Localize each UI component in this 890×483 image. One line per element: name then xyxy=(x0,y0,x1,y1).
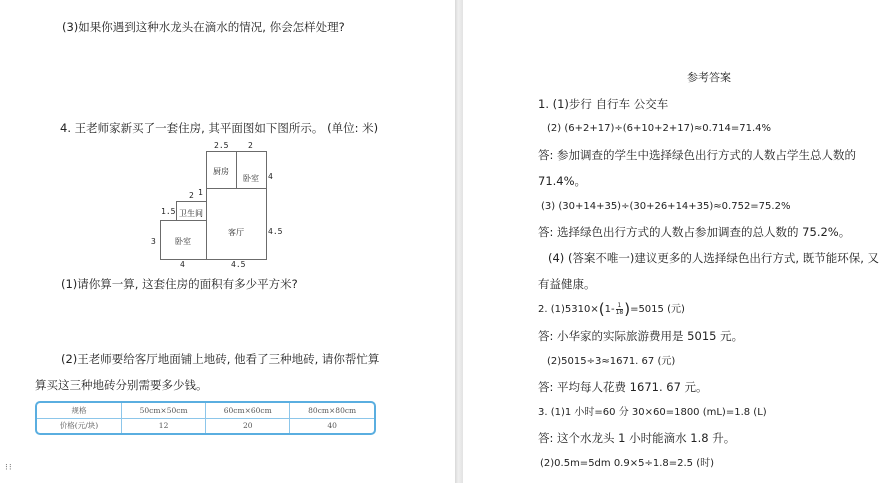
dim-top-left: 2.5 xyxy=(214,141,229,150)
table-row xyxy=(37,418,374,433)
question-4-2-line2: 算买这三种地砖分别需要多少钱。 xyxy=(35,378,208,392)
answer-line: 有益健康。 xyxy=(538,277,596,291)
answer-title: 参考答案 xyxy=(687,71,731,84)
table-header-cell: 60cm×60cm xyxy=(206,403,290,418)
dim-right-upper: 4 xyxy=(268,172,273,181)
fraction-denominator: 18 xyxy=(615,308,624,316)
answer-line: (4) (答案不唯一)建议更多的人选择绿色出行方式, 既节能环保, 又 xyxy=(548,251,880,265)
table-header-cell: 规格 xyxy=(37,403,122,418)
answer-line: 答: 这个水龙头 1 小时能滴水 1.8 升。 xyxy=(538,431,736,445)
fraction-numerator: 1 xyxy=(617,301,622,309)
dim-bottom-right: 4.5 xyxy=(231,260,246,269)
question-4-2-line1: (2)王老师要给客厅地面铺上地砖, 他看了三种地砖, 请你帮忙算 xyxy=(61,352,380,366)
table-cell: 12 xyxy=(122,418,206,433)
price-table xyxy=(35,401,376,435)
question-4-title: 4. 王老师家新买了一套住房, 其平面图如下图所示。 (单位: 米) xyxy=(60,121,379,135)
question-3-text: (3)如果你遇到这种水龙头在滴水的情况, 你会怎样处理? xyxy=(62,20,345,34)
bedroom-right-label: 卧室 xyxy=(243,174,259,183)
right-page xyxy=(463,0,890,483)
dim-living-height: 4.5 xyxy=(268,227,283,236)
dim-bottom-left: 4 xyxy=(180,260,185,269)
answer-line: 71.4%。 xyxy=(538,174,587,188)
table-cell: 40 xyxy=(290,418,374,433)
page-gutter xyxy=(455,0,463,483)
dim-wall-1: 1 xyxy=(198,188,203,197)
dim-bedroom-left-height: 3 xyxy=(151,237,156,246)
fraction-inner: 1- xyxy=(604,304,615,315)
table-cell: 价格(元/块) xyxy=(37,418,122,433)
answer-line-fraction: 2. (1)5310×(1- $\frac{1}{18}$ )=5015 (元) xyxy=(538,300,685,318)
table-row xyxy=(37,403,374,418)
question-4-1: (1)请你算一算, 这套住房的面积有多少平方米? xyxy=(61,277,298,291)
dim-bath-height: 1.5 xyxy=(161,207,176,216)
fraction-prefix: 2. (1)5310× xyxy=(538,304,599,315)
drag-handle-icon[interactable]: ⁝⁝ xyxy=(5,463,13,473)
answer-line: 3. (1)1 小时=60 分 30×60=1800 (mL)=1.8 (L) xyxy=(538,407,767,418)
dim-wall-2: 2 xyxy=(189,191,194,200)
living-room-label: 客厅 xyxy=(228,228,244,237)
answer-line: (2)5015÷3≈1671. 67 (元) xyxy=(547,356,676,367)
answer-line: (2)0.5m=5dm 0.9×5÷1.8=2.5 (时) xyxy=(540,458,715,469)
fraction-suffix: =5015 (元) xyxy=(630,304,685,315)
bedroom-left-label: 卧室 xyxy=(175,237,191,246)
answer-line: 答: 小华家的实际旅游费用是 5015 元。 xyxy=(538,329,744,343)
table-cell: 20 xyxy=(206,418,290,433)
answer-line: 1. (1)步行 自行车 公交车 xyxy=(538,97,669,111)
kitchen-label: 厨房 xyxy=(213,167,229,176)
living-room xyxy=(206,188,267,260)
answer-line: (3) (30+14+35)÷(30+26+14+35)≈0.752=75.2% xyxy=(541,201,791,212)
table-header-cell: 50cm×50cm xyxy=(122,403,206,418)
answer-line: 答: 参加调查的学生中选择绿色出行方式的人数占学生总人数的 xyxy=(538,148,857,162)
bathroom-label: 卫生间 xyxy=(179,209,203,218)
table-header-cell: 80cm×80cm xyxy=(290,403,374,418)
dim-top-right: 2 xyxy=(248,141,253,150)
fraction xyxy=(616,303,624,316)
answer-line: 答: 平均每人花费 1671. 67 元。 xyxy=(538,380,708,394)
answer-line: (2) (6+2+17)÷(6+10+2+17)≈0.714=71.4% xyxy=(547,123,771,134)
answer-line: 答: 选择绿色出行方式的人数占参加调查的总人数的 75.2%。 xyxy=(538,225,851,239)
